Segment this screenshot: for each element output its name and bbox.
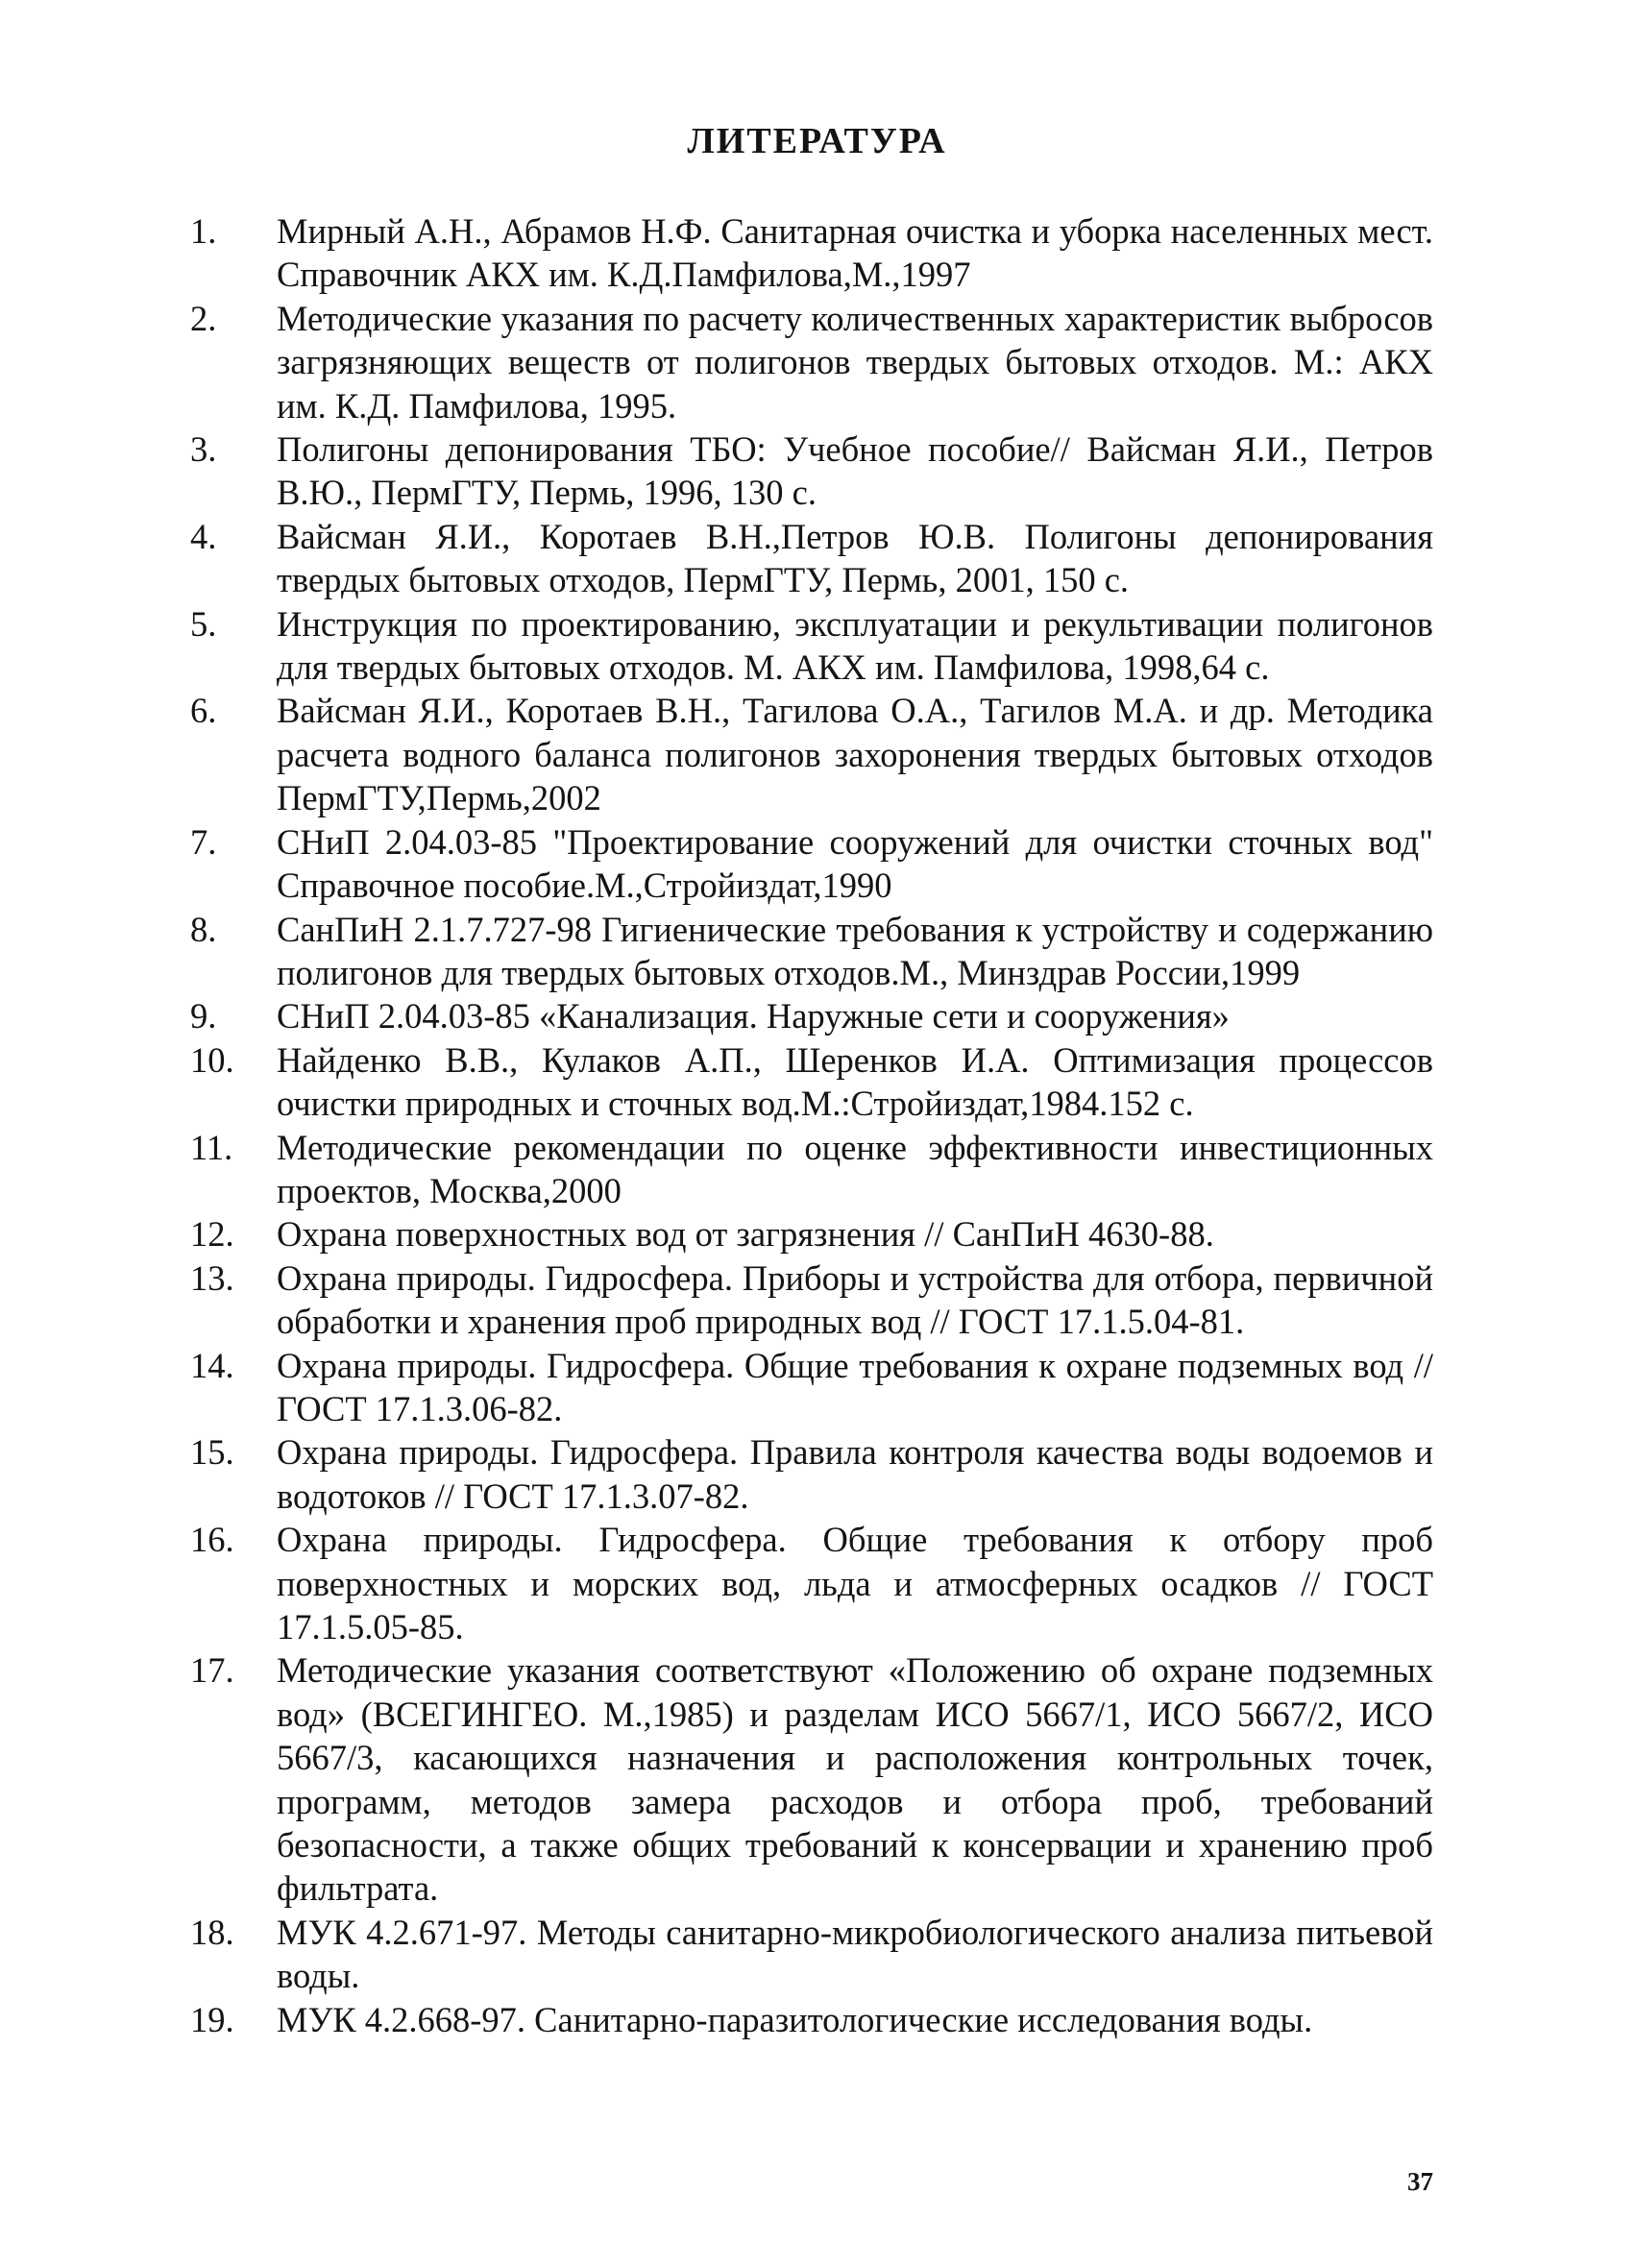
reference-number: 2. <box>190 298 217 338</box>
reference-number: 9. <box>190 996 217 1036</box>
reference-number: 7. <box>190 821 217 862</box>
reference-text: Методические указания по расчету количественных характеристик выбросов загрязняющих веществ от полигонов твердых бытовых отходов. М.: АКХ им. К.Д. Памфилова, 1995. <box>277 298 1433 426</box>
reference-item <box>190 515 1433 602</box>
reference-item <box>190 1344 1433 1431</box>
reference-number: 8. <box>190 909 217 949</box>
reference-item <box>190 1038 1433 1126</box>
page-number: 37 <box>1407 2167 1433 2196</box>
reference-text: Методические указания соответствуют «Положению об охране подземных вод» (ВСЕГИНГЕО. М.,1985) и разделам ИСО 5667/1, ИСО 5667/2, ИСО 5667/3, касающихся назначения и расположения контрольных точек, программ, методов замера расходов и отбора проб, требований безопасности, а также общих требований к консервации и хранению проб фильтрата. <box>277 1650 1433 1909</box>
reference-text: Охрана природы. Гидросфера. Правила контроля качества воды водоемов и водотоков // ГОСТ 17.1.3.07-82. <box>277 1432 1433 1516</box>
reference-item <box>190 1126 1433 1213</box>
reference-text: Инструкция по проектированию, эксплуатации и рекультивации полигонов для твердых бытовых отходов. М. АКХ им. Памфилова, 1998,64 с. <box>277 603 1433 688</box>
reference-item <box>190 427 1433 515</box>
reference-item <box>190 602 1433 690</box>
reference-number: 3. <box>190 429 217 470</box>
reference-number: 5. <box>190 603 217 644</box>
reference-item <box>190 1998 1433 2041</box>
reference-text: Мирный А.Н., Абрамов Н.Ф. Санитарная очистка и уборка населенных мест. Справочник АКХ им. К.Д.Памфилова,М.,1997 <box>277 211 1433 295</box>
reference-text: Охрана природы. Гидросфера. Приборы и устройства для отбора, первичной обработки и хранения проб природных вод // ГОСТ 17.1.5.04-81. <box>277 1257 1433 1342</box>
reference-number: 12. <box>190 1214 234 1255</box>
reference-number: 14. <box>190 1345 234 1385</box>
reference-item <box>190 820 1433 908</box>
reference-text: Вайсман Я.И., Коротаев В.Н., Тагилова О.А., Тагилов М.А. и др. Методика расчета водного баланса полигонов захоронения твердых бытовых отходов ПермГТУ,Пермь,2002 <box>277 691 1433 818</box>
reference-text: Охрана поверхностных вод от загрязнения // СанПиН 4630-88. <box>277 1214 1214 1255</box>
reference-text: Найденко В.В., Кулаков А.П., Шеренков И.А. Оптимизация процессов очистки природных и сточных вод.М.:Стройиздат,1984.152 с. <box>277 1039 1433 1124</box>
reference-item <box>190 994 1433 1037</box>
reference-number: 4. <box>190 516 217 556</box>
reference-text: Полигоны депонирования ТБО: Учебное пособие// Вайсман Я.И., Петров В.Ю., ПермГТУ, Пермь, 1996, 130 с. <box>277 429 1433 513</box>
reference-item <box>190 1256 1433 1344</box>
reference-item <box>190 297 1433 427</box>
reference-list <box>190 209 1433 2041</box>
reference-item <box>190 1212 1433 1256</box>
reference-text: МУК 4.2.671-97. Методы санитарно-микробиологического анализа питьевой воды. <box>277 1912 1433 1996</box>
reference-number: 18. <box>190 1912 234 1952</box>
reference-text: Вайсман Я.И., Коротаев В.Н.,Петров Ю.В. Полигоны депонирования твердых бытовых отходов, ПермГТУ, Пермь, 2001, 150 с. <box>277 516 1433 600</box>
reference-text: СанПиН 2.1.7.727-98 Гигиенические требования к устройству и содержанию полигонов для твердых бытовых отходов.М., Минздрав России,1999 <box>277 909 1433 992</box>
reference-item <box>190 1518 1433 1648</box>
reference-item <box>190 1648 1433 1910</box>
reference-text: СНиП 2.04.03-85 «Канализация. Наружные сети и сооружения» <box>277 996 1230 1036</box>
reference-text: СНиП 2.04.03-85 "Проектирование сооружений для очистки сточных вод" Справочное пособие.М.,Стройиздат,1990 <box>277 821 1433 906</box>
reference-number: 17. <box>190 1650 234 1691</box>
page-heading: ЛИТЕРАТУРА <box>687 121 947 161</box>
reference-number: 13. <box>190 1257 234 1298</box>
reference-number: 15. <box>190 1432 234 1473</box>
reference-text: Методические рекомендации по оценке эффективности инвестиционных проектов, Москва,2000 <box>277 1127 1433 1210</box>
reference-item <box>190 908 1433 995</box>
reference-item <box>190 1911 1433 1998</box>
reference-number: 19. <box>190 1999 234 2039</box>
reference-text: Охрана природы. Гидросфера. Общие требования к отбору проб поверхностных и морских вод, льда и атмосферных осадков // ГОСТ 17.1.5.05-85. <box>277 1520 1433 1646</box>
reference-item <box>190 209 1433 297</box>
reference-number: 11. <box>190 1127 233 1167</box>
reference-text: МУК 4.2.668-97. Санитарно-паразитологические исследования воды. <box>277 1999 1313 2039</box>
reference-number: 6. <box>190 691 217 731</box>
reference-item <box>190 689 1433 819</box>
reference-item <box>190 1430 1433 1518</box>
reference-number: 1. <box>190 211 217 251</box>
reference-text: Охрана природы. Гидросфера. Общие требования к охране подземных вод // ГОСТ 17.1.3.06-82. <box>277 1345 1433 1428</box>
reference-number: 10. <box>190 1039 234 1080</box>
reference-number: 16. <box>190 1520 234 1560</box>
